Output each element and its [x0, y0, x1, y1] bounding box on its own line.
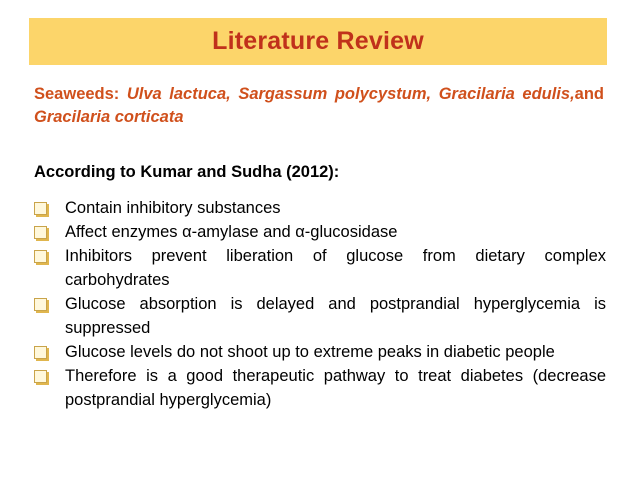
checkbox-bullet-icon — [34, 346, 47, 359]
seaweeds-species-last: Gracilaria corticata — [34, 108, 184, 126]
slide-title: Literature Review — [212, 27, 424, 55]
title-bar — [29, 18, 607, 65]
checkbox-bullet-icon — [34, 226, 47, 239]
bullet-item — [34, 292, 606, 340]
bullet-text: Glucose levels do not shoot up to extreme peaks in diabetic people — [65, 343, 555, 361]
checkbox-bullet-icon — [34, 370, 47, 383]
checkbox-bullet-icon — [34, 298, 47, 311]
bullet-text: Affect enzymes α-amylase and α-glucosidase — [65, 223, 398, 241]
checkbox-bullet-icon — [34, 202, 47, 215]
source-heading: According to Kumar and Sudha (2012): — [34, 163, 340, 181]
seaweeds-paragraph — [34, 83, 604, 129]
bullet-item — [34, 220, 606, 244]
bullet-item — [34, 364, 606, 412]
bullet-item — [34, 196, 606, 220]
seaweeds-species-list: Ulva lactuca, Sargassum polycystum, Gracilaria edulis, — [126, 85, 575, 103]
seaweeds-conjunction: and — [574, 85, 604, 103]
checkbox-bullet-icon — [34, 250, 47, 263]
bullet-item — [34, 340, 606, 364]
bullet-text: Contain inhibitory substances — [65, 199, 281, 217]
bullet-text: Glucose absorption is delayed and postprandial hyperglycemia is suppressed — [65, 295, 606, 337]
bullet-item — [34, 244, 606, 292]
bullet-text: Inhibitors prevent liberation of glucose from dietary complex carbohydrates — [65, 247, 606, 289]
bullet-text: Therefore is a good therapeutic pathway to treat diabetes (decrease postprandial hyperglycemia) — [65, 367, 606, 409]
bullet-list — [34, 196, 606, 412]
seaweeds-label: Seaweeds: — [34, 85, 127, 103]
